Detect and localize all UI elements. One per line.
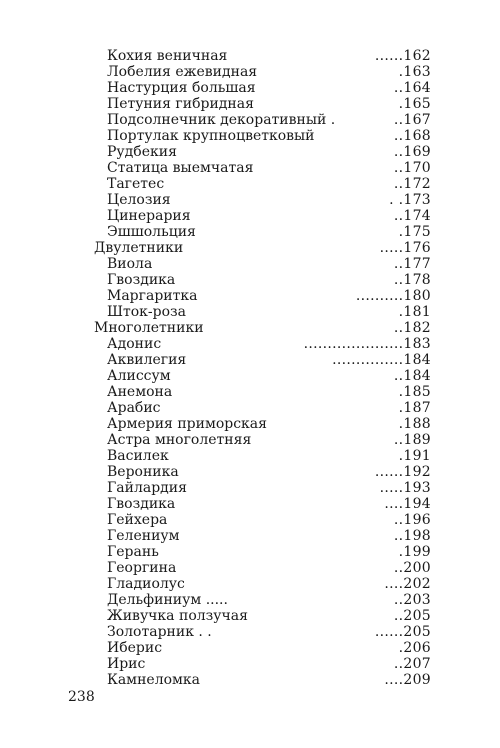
toc-entry-leader: . xyxy=(398,96,404,112)
toc-entry-leader-and-page xyxy=(394,512,431,528)
toc-entry-page: 170 xyxy=(403,160,431,176)
toc-entry-row xyxy=(0,288,500,304)
toc-entry-page: 209 xyxy=(403,672,431,688)
toc-entry-title: Целозия xyxy=(107,192,171,208)
toc-entry-page: 168 xyxy=(403,128,431,144)
toc-entry-title: Гвоздика xyxy=(107,496,176,512)
toc-section-row xyxy=(0,240,500,256)
toc-entry-leader-and-page xyxy=(389,192,431,208)
toc-entry-page: 205 xyxy=(403,608,431,624)
toc-entry-page: 196 xyxy=(403,512,431,528)
toc-entry-title: Армерия приморская xyxy=(107,416,267,432)
toc-entry-leader: .. xyxy=(393,272,404,288)
toc-entry-row xyxy=(0,304,500,320)
toc-entry-row xyxy=(0,656,500,672)
toc-entry-leader-and-page xyxy=(375,48,431,64)
toc-entry-title: Анемона xyxy=(107,384,173,400)
toc-entry-leader-and-page xyxy=(384,672,431,688)
toc-entry-title: Двулетники xyxy=(94,240,184,256)
toc-entry-title: Лобелия ежевидная xyxy=(107,64,258,80)
toc-entry-leader-and-page xyxy=(375,464,431,480)
toc-entry-leader: ............... xyxy=(332,352,404,368)
toc-entry-title: Аквилегия xyxy=(107,352,187,368)
toc-entry-row xyxy=(0,640,500,656)
toc-entry-leader: .. xyxy=(393,160,404,176)
toc-entry-title: Астра многолетняя xyxy=(107,432,252,448)
toc-entry-row xyxy=(0,448,500,464)
toc-entry-page: 205 xyxy=(403,624,431,640)
toc-entry-page: 183 xyxy=(403,336,431,352)
toc-entry-leader: .. xyxy=(393,320,404,336)
toc-entry-leader: . xyxy=(398,224,404,240)
toc-entry-page: 184 xyxy=(403,368,431,384)
toc-entry-row xyxy=(0,112,500,128)
toc-entry-page: 163 xyxy=(403,64,431,80)
toc-entry-leader: ..... xyxy=(379,480,404,496)
toc-entry-leader-and-page xyxy=(399,64,431,80)
toc-entry-leader-and-page xyxy=(384,496,431,512)
toc-entry-leader: .. xyxy=(393,112,404,128)
toc-entry-row xyxy=(0,624,500,640)
toc-entry-leader-and-page xyxy=(399,640,431,656)
toc-entry-leader-and-page xyxy=(399,384,431,400)
toc-entry-title: Петуния гибридная xyxy=(107,96,254,112)
toc-entry-page: 188 xyxy=(403,416,431,432)
toc-entry-title: Кохия веничная xyxy=(107,48,228,64)
toc-entry-row xyxy=(0,80,500,96)
toc-entry-title: Адонис xyxy=(107,336,162,352)
toc-entry-leader-and-page xyxy=(394,80,431,96)
toc-entry-page: 187 xyxy=(403,400,431,416)
toc-entry-row xyxy=(0,560,500,576)
toc-entry-title: Ирис xyxy=(107,656,146,672)
toc-entry-page: 200 xyxy=(403,560,431,576)
toc-entry-title: Рудбекия xyxy=(107,144,177,160)
toc-entry-row xyxy=(0,416,500,432)
toc-entry-row xyxy=(0,272,500,288)
toc-entry-leader-and-page xyxy=(384,576,431,592)
toc-entry-title: Живучка ползучая xyxy=(107,608,248,624)
toc-entry-page: 164 xyxy=(403,80,431,96)
toc-entry-leader: .......... xyxy=(355,288,404,304)
toc-entry-leader-and-page xyxy=(394,208,431,224)
toc-entry-row xyxy=(0,512,500,528)
toc-entry-page: 180 xyxy=(403,288,431,304)
toc-entry-row xyxy=(0,64,500,80)
toc-entry-page: 177 xyxy=(403,256,431,272)
toc-entry-leader: . xyxy=(398,384,404,400)
toc-entry-title: Тагетес xyxy=(107,176,165,192)
toc-entry-leader: . xyxy=(398,64,404,80)
toc-entry-row xyxy=(0,432,500,448)
toc-entry-row xyxy=(0,176,500,192)
toc-entry-leader: .. xyxy=(393,560,404,576)
toc-entry-leader-and-page xyxy=(380,480,431,496)
toc-entry-leader: . . xyxy=(389,192,404,208)
toc-entry-page: 182 xyxy=(403,320,431,336)
toc-entry-leader-and-page xyxy=(380,240,431,256)
toc-entry-page: 202 xyxy=(403,576,431,592)
toc-entry-leader: . xyxy=(398,416,404,432)
toc-entry-page: 169 xyxy=(403,144,431,160)
toc-entry-leader: ..... xyxy=(379,240,404,256)
toc-entry-leader-and-page xyxy=(394,368,431,384)
toc-entry-title: Статица выемчатая xyxy=(107,160,254,176)
toc-entry-row xyxy=(0,128,500,144)
toc-entry-row xyxy=(0,208,500,224)
toc-entry-title: Гейхера xyxy=(107,512,168,528)
toc-entry-row xyxy=(0,464,500,480)
toc-entry-leader-and-page xyxy=(394,256,431,272)
toc-entry-leader: .. xyxy=(393,432,404,448)
toc-entry-leader-and-page xyxy=(332,352,431,368)
toc-entry-row xyxy=(0,528,500,544)
toc-entry-leader: .. xyxy=(393,128,404,144)
toc-entry-row xyxy=(0,224,500,240)
toc-entry-row xyxy=(0,352,500,368)
toc-entry-leader: .. xyxy=(393,512,404,528)
toc-entry-leader-and-page xyxy=(399,224,431,240)
toc-entry-title: Гвоздика xyxy=(107,272,176,288)
toc-entry-leader: ...... xyxy=(374,464,404,480)
toc-entry-row xyxy=(0,400,500,416)
toc-entry-leader: .. xyxy=(393,80,404,96)
toc-entry-leader: . xyxy=(398,448,404,464)
toc-entry-row xyxy=(0,256,500,272)
toc-entry-page: 198 xyxy=(403,528,431,544)
toc-entry-title: Золотарник . . xyxy=(107,624,212,640)
toc-entry-leader-and-page xyxy=(399,448,431,464)
toc-entry-leader-and-page xyxy=(394,128,431,144)
toc-entry-leader-and-page xyxy=(356,288,431,304)
toc-entry-page: 175 xyxy=(403,224,431,240)
toc-entry-page: 167 xyxy=(403,112,431,128)
toc-entry-title: Многолетники xyxy=(94,320,204,336)
toc-entry-title: Настурция большая xyxy=(107,80,256,96)
toc-entry-leader: . xyxy=(398,640,404,656)
toc-entry-page: 189 xyxy=(403,432,431,448)
toc-entry-leader-and-page xyxy=(399,416,431,432)
toc-entry-title: Гладиолус xyxy=(107,576,185,592)
toc-entry-row xyxy=(0,144,500,160)
toc-entry-leader: .. xyxy=(393,592,404,608)
toc-entry-page: 181 xyxy=(403,304,431,320)
toc-entry-title: Подсолнечник декоративный . xyxy=(107,112,336,128)
page-number: 238 xyxy=(68,689,95,705)
toc-entry-page: 207 xyxy=(403,656,431,672)
toc-entry-page: 172 xyxy=(403,176,431,192)
toc-entry-row xyxy=(0,592,500,608)
toc-entry-leader-and-page xyxy=(394,144,431,160)
toc-entry-leader: . xyxy=(398,304,404,320)
toc-entry-leader: ...... xyxy=(374,48,404,64)
toc-entry-title: Герань xyxy=(107,544,159,560)
toc-entry-row xyxy=(0,336,500,352)
toc-entry-leader: .. xyxy=(393,208,404,224)
toc-entry-row xyxy=(0,608,500,624)
toc-entry-leader-and-page xyxy=(394,528,431,544)
toc-entry-page: 173 xyxy=(403,192,431,208)
toc-entry-title: Гайлардия xyxy=(107,480,187,496)
toc-entry-leader-and-page xyxy=(394,608,431,624)
toc-entry-leader-and-page xyxy=(304,336,431,352)
toc-entry-title: Шток-роза xyxy=(107,304,187,320)
toc-entry-page: 193 xyxy=(403,480,431,496)
toc-entry-leader-and-page xyxy=(394,272,431,288)
toc-entry-leader-and-page xyxy=(394,560,431,576)
toc-entry-leader-and-page xyxy=(394,432,431,448)
toc-entry-page: 162 xyxy=(403,48,431,64)
toc-entry-leader: .... xyxy=(384,576,404,592)
toc-entry-leader: .. xyxy=(393,256,404,272)
toc-entry-title: Вероника xyxy=(107,464,179,480)
toc-entry-row xyxy=(0,384,500,400)
toc-entry-title: Арабис xyxy=(107,400,161,416)
toc-entry-leader-and-page xyxy=(394,320,431,336)
toc-entry-title: Эшшольция xyxy=(107,224,196,240)
toc-entry-leader-and-page xyxy=(399,544,431,560)
toc-entry-page: 174 xyxy=(403,208,431,224)
toc-entry-title: Василек xyxy=(107,448,169,464)
toc-entry-leader: .. xyxy=(393,144,404,160)
toc-entry-row xyxy=(0,576,500,592)
toc-entry-title: Портулак крупноцветковый xyxy=(107,128,315,144)
toc-entry-page: 203 xyxy=(403,592,431,608)
toc-entry-title: Гелениум xyxy=(107,528,180,544)
toc-entry-leader-and-page xyxy=(394,176,431,192)
toc-entry-leader-and-page xyxy=(394,160,431,176)
toc-entry-page: 191 xyxy=(403,448,431,464)
toc-entry-title: Алиссум xyxy=(107,368,171,384)
toc-entry-title: Виола xyxy=(107,256,153,272)
toc-entry-page: 184 xyxy=(403,352,431,368)
toc-entry-leader-and-page xyxy=(394,656,431,672)
toc-entry-leader: .. xyxy=(393,528,404,544)
toc-entry-row xyxy=(0,192,500,208)
toc-entry-title: Цинерария xyxy=(107,208,191,224)
toc-entry-leader: .... xyxy=(384,672,404,688)
toc-entry-leader-and-page xyxy=(399,400,431,416)
toc-entry-title: Георгина xyxy=(107,560,177,576)
toc-entry-title: Маргаритка xyxy=(107,288,198,304)
toc-entry-page: 206 xyxy=(403,640,431,656)
toc-section-row xyxy=(0,320,500,336)
toc-entry-leader: ...... xyxy=(374,624,404,640)
toc-entry-row xyxy=(0,160,500,176)
toc-entry-leader-and-page xyxy=(394,592,431,608)
toc-entry-leader: .. xyxy=(393,368,404,384)
toc-entry-leader: . xyxy=(398,400,404,416)
toc-entry-title: Иберис xyxy=(107,640,163,656)
toc-entry-page: 199 xyxy=(403,544,431,560)
toc-entry-leader-and-page xyxy=(394,112,431,128)
toc-entry-page: 165 xyxy=(403,96,431,112)
toc-entry-leader: . xyxy=(398,544,404,560)
table-of-contents xyxy=(0,48,500,688)
toc-entry-row xyxy=(0,496,500,512)
toc-entry-leader: .... xyxy=(384,496,404,512)
toc-entry-page: 176 xyxy=(403,240,431,256)
toc-entry-page: 194 xyxy=(403,496,431,512)
toc-entry-leader-and-page xyxy=(399,96,431,112)
toc-entry-row xyxy=(0,672,500,688)
toc-entry-leader: .. xyxy=(393,656,404,672)
toc-entry-row xyxy=(0,96,500,112)
toc-entry-title: Камнеломка xyxy=(107,672,200,688)
toc-entry-row xyxy=(0,544,500,560)
toc-entry-page: 192 xyxy=(403,464,431,480)
toc-entry-row xyxy=(0,368,500,384)
toc-entry-leader-and-page xyxy=(375,624,431,640)
toc-entry-leader: ..................... xyxy=(303,336,404,352)
toc-entry-row xyxy=(0,480,500,496)
toc-entry-leader-and-page xyxy=(399,304,431,320)
toc-entry-page: 178 xyxy=(403,272,431,288)
toc-entry-title: Дельфиниум ..... xyxy=(107,592,228,608)
toc-entry-page: 185 xyxy=(403,384,431,400)
toc-entry-row xyxy=(0,48,500,64)
toc-entry-leader: .. xyxy=(393,176,404,192)
toc-entry-leader: .. xyxy=(393,608,404,624)
